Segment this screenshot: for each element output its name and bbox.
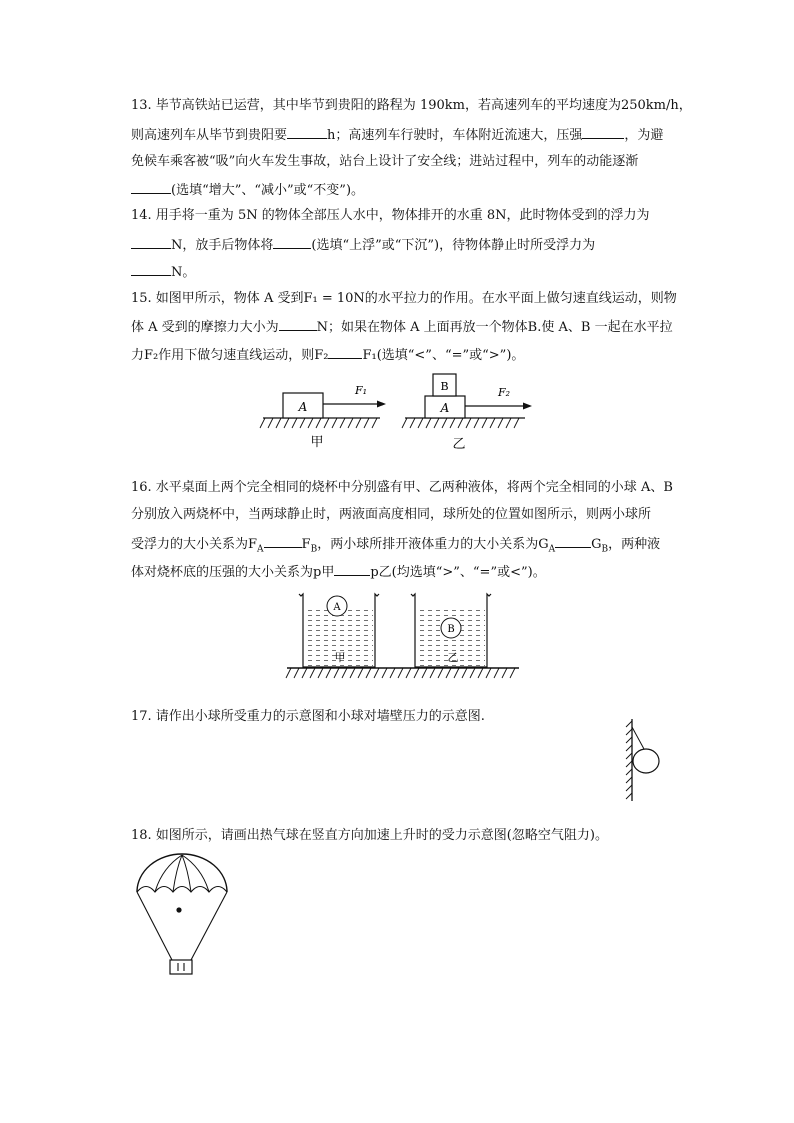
q16-sub-d: B — [601, 544, 609, 555]
q13-line2 — [131, 126, 663, 144]
q16-blank-buoyancy[interactable] — [264, 535, 302, 548]
q13-blank-pressure[interactable] — [582, 126, 624, 139]
q15-text-a: 体 A 受到的摩擦力大小为 — [131, 320, 279, 335]
q16-sub-c: A — [548, 544, 556, 555]
block-a-label: A — [298, 400, 308, 414]
ball-b-label: B — [447, 624, 455, 635]
string — [632, 727, 644, 749]
block-b-label: B — [440, 380, 449, 393]
q14-text-a: N，放手后物体将 — [171, 238, 274, 253]
q16-text-e: ，两种液 — [608, 537, 661, 552]
q13-line1: 13. 毕节高铁站已运营，其中毕节到贵阳的路程为 190km，若高速列车的平均速度为250km/h， — [131, 98, 692, 113]
q13-blank-energy[interactable] — [131, 181, 171, 194]
q16-blank-pressure[interactable] — [334, 563, 370, 576]
caption-jia: 甲 — [310, 435, 324, 450]
q16-text-a: 受浮力的大小关系为F — [131, 537, 258, 552]
q15-line2 — [131, 318, 673, 336]
q14-blank-motion[interactable] — [273, 236, 311, 249]
basket — [170, 960, 192, 974]
canopy-scallops — [137, 887, 227, 893]
block-a-label-2: A — [440, 401, 450, 415]
q16-blank-weight[interactable] — [555, 535, 591, 548]
ground-hatch-left — [260, 418, 377, 428]
ground-hatch-right — [402, 418, 519, 428]
wall-hatch — [626, 721, 632, 799]
q13-line4 — [131, 181, 364, 199]
q16-text-b: F — [301, 537, 311, 552]
q16-line2: 分别放入两烧杯中，当两球静止时，两液面高度相同，球所处的位置如图所示，则两小球所 — [131, 507, 652, 522]
q16-line3 — [131, 535, 660, 558]
q16-sub-b: B — [310, 544, 318, 555]
f1-label: F₁ — [355, 384, 368, 397]
q15-blank-compare[interactable] — [328, 346, 362, 359]
q18-text: 18. 如图所示，请画出热气球在竖直方向加速上升时的受力示意图(忽略空气阻力)。 — [131, 828, 608, 843]
q14-text-c: N。 — [171, 265, 196, 280]
q15-line3 — [131, 346, 524, 364]
caption-yi-16: 乙 — [447, 651, 459, 664]
table-hatch — [286, 668, 515, 678]
q15-text-c: 力F₂作用下做匀速直线运动，则F₂ — [131, 348, 329, 363]
q15-figure — [255, 368, 535, 458]
caption-yi: 乙 — [452, 437, 466, 452]
rope-right — [191, 892, 227, 960]
rope-left — [137, 892, 172, 960]
q13-text-a: 则高速列车从毕节到贵阳要 — [131, 128, 288, 143]
q14-blank-buoyancy[interactable] — [131, 236, 171, 249]
q14-line1: 14. 用手将一重为 5N 的物体全部压人水中，物体排开的水重 8N，此时物体受到的浮力为 — [131, 208, 650, 223]
q16-text-g: p乙(均选填“>”、“=”或<”)。 — [370, 565, 546, 580]
q18-figure — [132, 850, 232, 980]
ball — [633, 749, 659, 773]
q16-text-d: G — [591, 537, 602, 552]
q15-text-d: F₁(选填“<”、“=”或“>”)。 — [362, 348, 525, 363]
center-point — [176, 907, 181, 912]
q16-sub-a: A — [257, 544, 264, 555]
q14-line3 — [131, 263, 195, 281]
q14-text-b: (选填“上浮”或“下沉”)，待物体静止时所受浮力为 — [311, 238, 596, 253]
q15-line1: 15. 如图甲所示，物体 A 受到F₁ = 10N的水平拉力的作用。在水平面上做匀速直线运动，则物 — [131, 291, 677, 306]
f2-label: F₂ — [498, 386, 511, 399]
q16-line1: 16. 水平桌面上两个完全相同的烧杯中分别盛有甲、乙两种液体，将两个完全相同的小球 A、B — [131, 480, 673, 495]
q13-text-d: (选填“增大”、“减小”或“不变”)。 — [171, 183, 365, 198]
q13-blank-time[interactable] — [287, 126, 327, 139]
q15-text-b: N；如果在物体 A 上面再放一个物体B.使 A、B 一起在水平拉 — [316, 320, 673, 335]
q17-figure — [600, 715, 660, 805]
q16-figure — [283, 588, 523, 683]
q16-text-c: ，两小球所排开液体重力的大小关系为G — [317, 537, 549, 552]
q13-line3: 免候车乘客被“吸”向火车发生事故，站台上设计了安全线；进站过程中，列车的动能逐渐 — [131, 154, 639, 169]
q13-text-b: h；高速列车行驶时，车体附近流速大，压强 — [327, 128, 583, 143]
caption-jia-16: 甲 — [334, 651, 346, 664]
q16-line4 — [131, 563, 546, 581]
q17-text: 17. 请作出小球所受重力的示意图和小球对墙壁压力的示意图. — [131, 709, 485, 724]
q14-blank-final-buoyancy[interactable] — [131, 263, 171, 276]
q16-text-f: 体对烧杯底的压强的大小关系为p甲 — [131, 565, 335, 580]
ball-a-label: A — [333, 602, 341, 613]
q13-text-c: ，为避 — [624, 128, 664, 143]
q15-blank-friction[interactable] — [279, 318, 317, 331]
q14-line2 — [131, 236, 595, 254]
